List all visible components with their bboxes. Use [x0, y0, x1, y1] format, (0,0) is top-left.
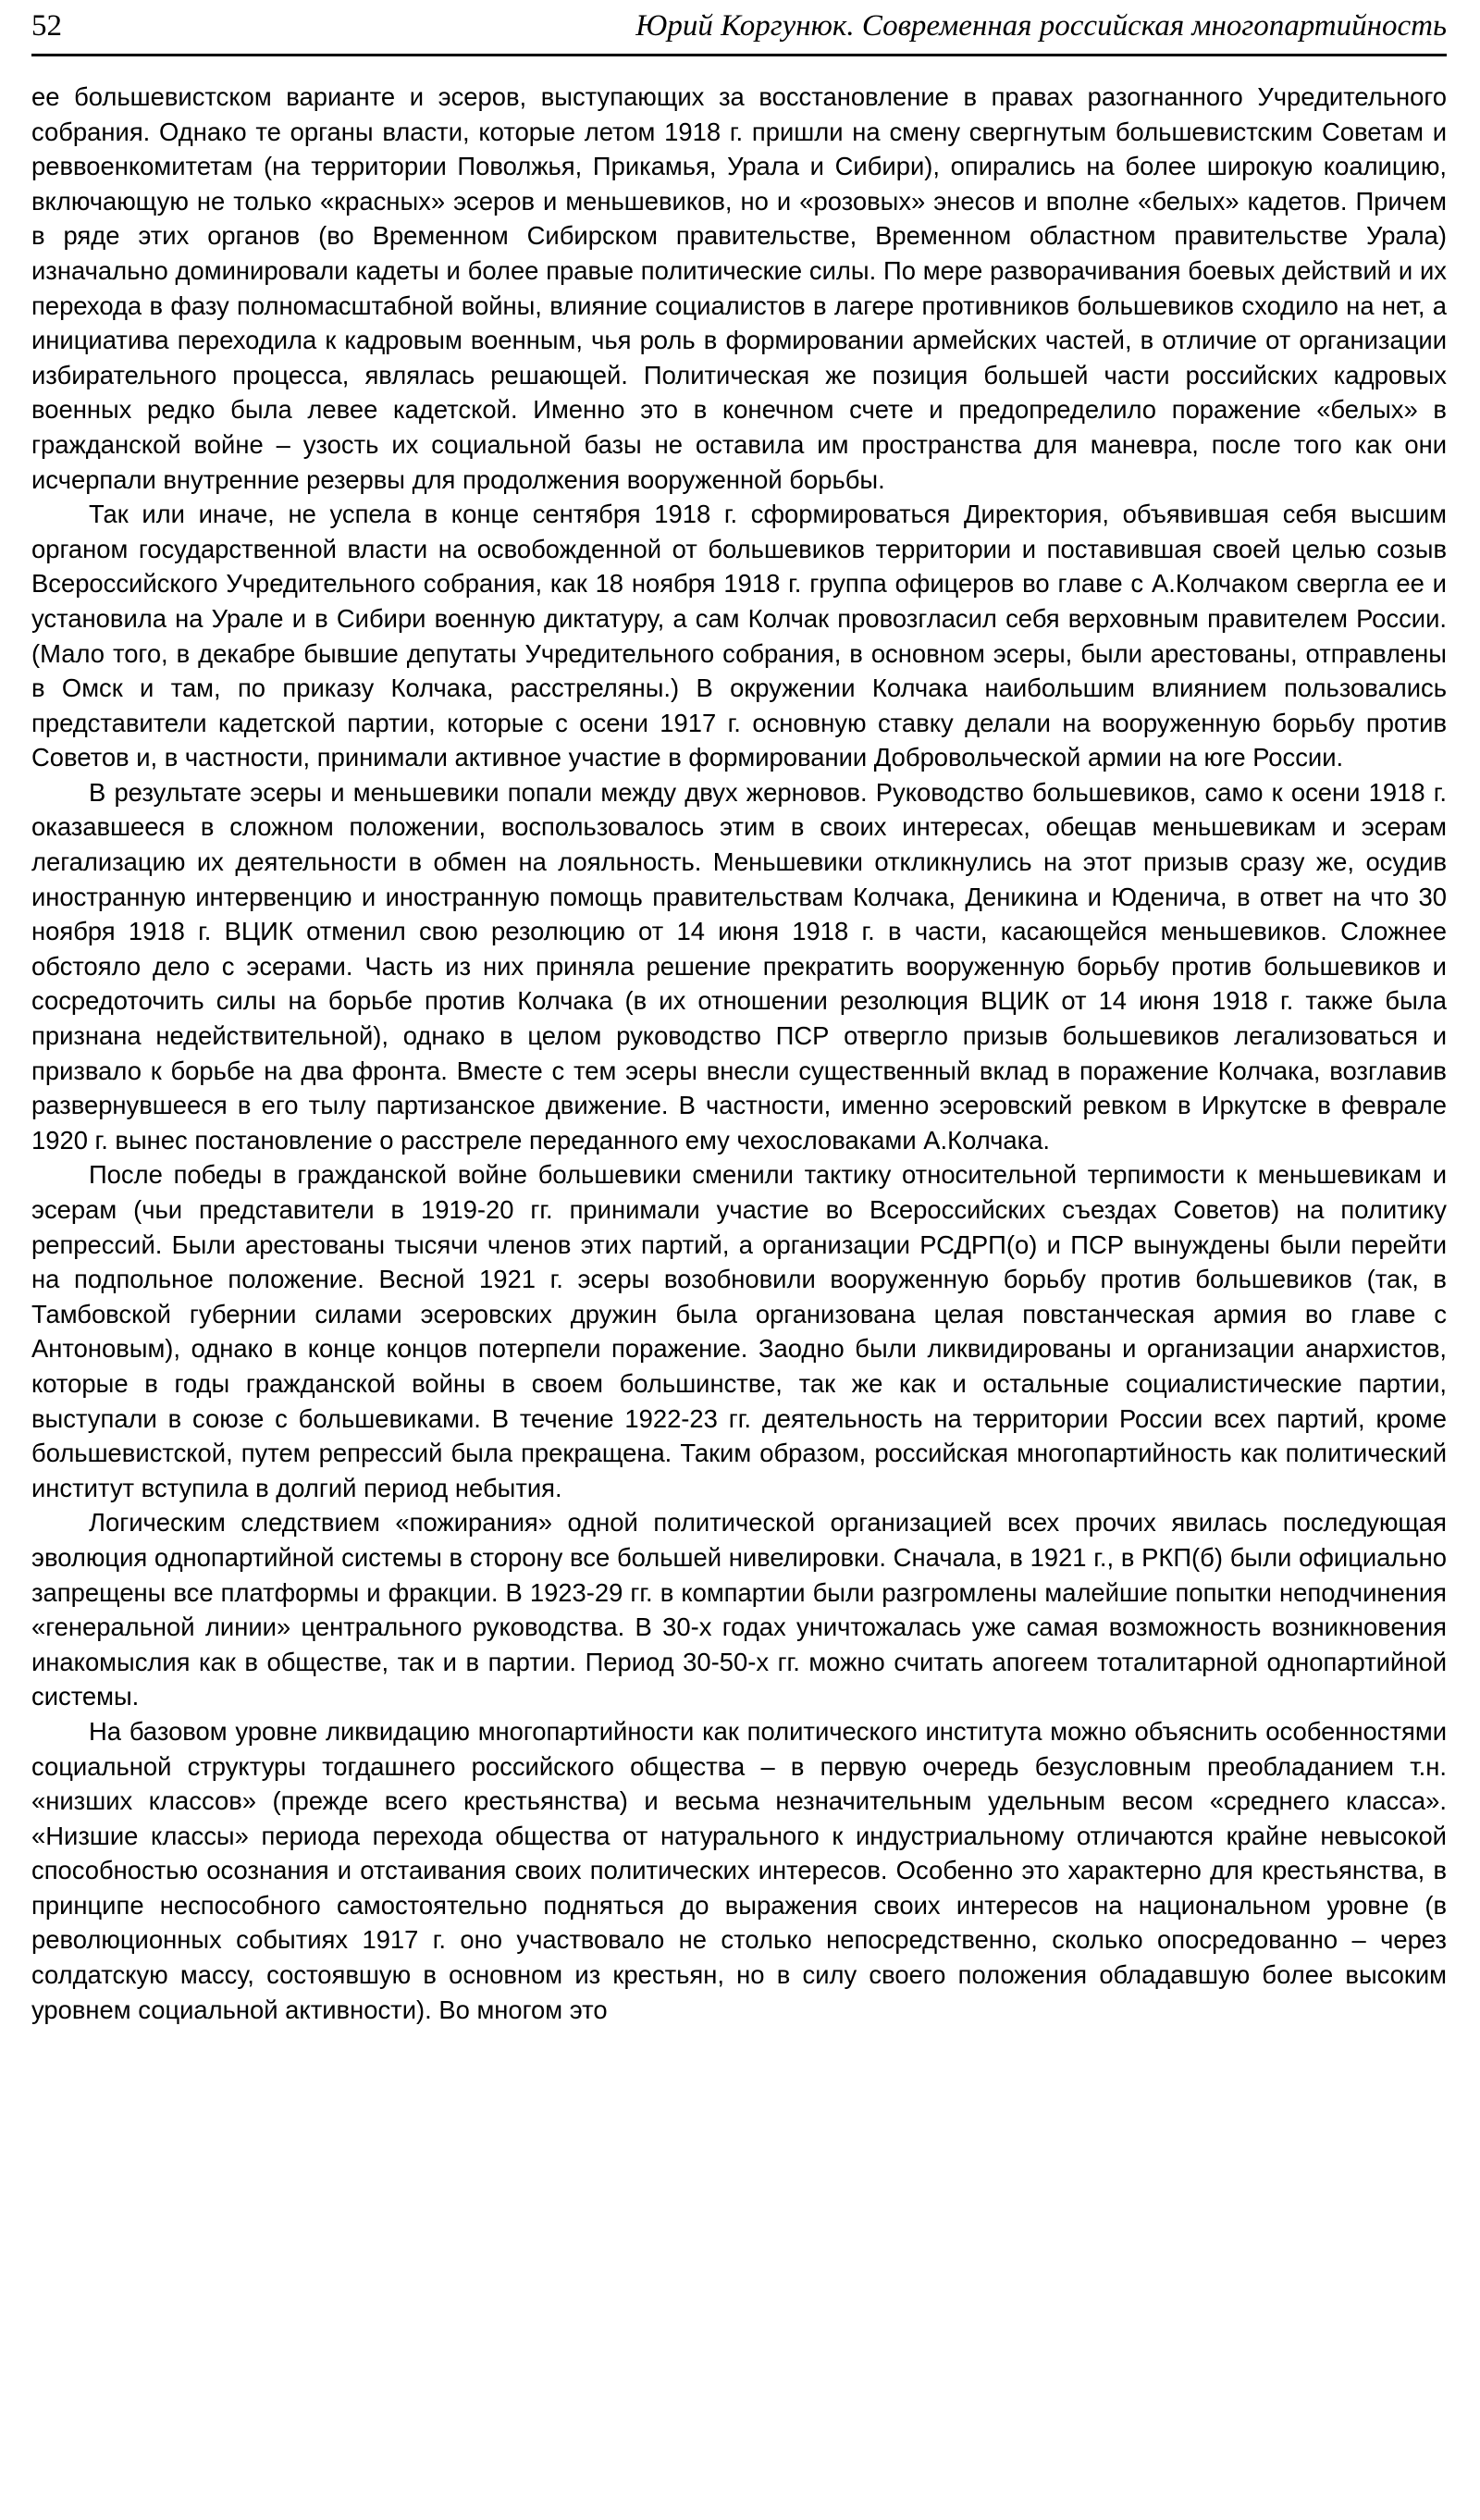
- running-title: Юрий Коргунюк. Современная российская многопартийность: [635, 9, 1447, 43]
- page-header: [31, 6, 1447, 56]
- paragraph: На базовом уровне ликвидацию многопартийности как политического института можно объяснить особенностями социальной структуры тогдашнего российского общества – в первую очередь безусловным преобладанием т.н. «низших классов» (прежде всего крестьянства) и весьма незначительным удельным весом «среднего класса». «Низшие классы» периода перехода общества от натурального к индустриальному отличаются крайне невысокой способностью осознания и отстаивания своих политических интересов. Особенно это характерно для крестьянства, в принципе неспособного самостоятельно подняться до выражения своих интересов на национальном уровне (в революционных событиях 1917 г. оно участвовало не столько непосредственно, сколько опосредованно – через солдатскую массу, состоявшую в основном из крестьян, но в силу своего положения обладавшую более высоким уровнем социальной активности). Во многом это: [31, 1716, 1447, 2024]
- paragraph: После победы в гражданской войне большевики сменили тактику относительной терпимости к меньшевикам и эсерам (чьи представители в 1919-20 гг. принимали участие во Всероссийских съездах Советов) на политику репрессий. Были арестованы тысячи членов этих партий, а организации РСДРП(о) и ПСР вынуждены были перейти на подпольное положение. Весной 1921 г. эсеры возобновили вооруженную борьбу против большевиков (так, в Тамбовской губернии силами эсеровских дружин была организована целая повстанческая армия во главе с Антоновым), однако в конце концов потерпели поражение. Заодно были ликвидированы и организации анархистов, которые в годы гражданской войны в своем большинстве, так же как и остальные социалистические партии, выступали в союзе с большевиками. В течение 1922-23 гг. деятельность на территории России всех партий, кроме большевистской, путем репрессий была прекращена. Таким образом, российская многопартийность как политический институт вступила в долгий период небытия.: [31, 1160, 1447, 1502]
- page-number: 52: [31, 9, 62, 43]
- paragraph: В результате эсеры и меньшевики попали между двух жерновов. Руководство большевиков, само к осени 1918 г. оказавшееся в сложном положении, воспользовалось этим в своих интересах, обещав меньшевикам и эсерам легализацию их деятельности в обмен на лояльность. Меньшевики откликнулись на этот призыв сразу же, осудив иностранную интервенцию и иностранную помощь правительствам Колчака, Деникина и Юденича, в ответ на что 30 ноября 1918 г. ВЦИК отменил свою резолюцию от 14 июня 1918 г. в части, касающейся меньшевиков. Сложнее обстояло дело с эсерами. Часть из них приняла решение прекратить вооруженную борьбу против большевиков и сосредоточить силы на борьбе против Колчака (в их отношении резолюция ВЦИК от 14 июня 1918 г. также была признана недействительной), однако в целом руководство ПСР отвергло призыв большевиков легализоваться и призвало к борьбе на два фронта. Вместе с тем эсеры внесли существенный вклад в поражение Колчака, возглавив развернувшееся в его тылу партизанское движение. В частности, именно эсеровский ревком в Иркутске в феврале 1920 г. вынес постановление о расстреле переданного ему чехословаками А.Колчака.: [31, 777, 1447, 1155]
- paragraph: Так или иначе, не успела в конце сентября 1918 г. сформироваться Директория, объявившая себя высшим органом государственной власти на освобожденной от большевиков территории и поставившая своей целью созыв Всероссийского Учредительного собрания, как 18 ноября 1918 г. группа офицеров во главе с А.Колчаком свергла ее и установила на Урале и в Сибири военную диктатуру, а сам Колчак провозгласил себя верховным правителем России. (Мало того, в декабре бывшие депутаты Учредительного собрания, в основном эсеры, были арестованы, отправлены в Омск и там, по приказу Колчака, расстреляны.) В окружении Колчака наибольшим влиянием пользовались представители кадетской партии, которые с осени 1917 г. основную ставку делали на вооруженную борьбу против Советов и, в частности, принимали активное участие в формировании Добровольческой армии на юге России.: [31, 500, 1447, 772]
- body-text: [31, 80, 1447, 2027]
- paragraph: ее большевистском варианте и эсеров, выступающих за восстановление в правах разогнанного Учредительного собрания. Однако те органы власти, которые летом 1918 г. пришли на смену свергнутым большевистским Советам и реввоенкомитетам (на территории Поволжья, Прикамья, Урала и Сибири), опирались на более широкую коалицию, включающую не только «красных» эсеров и меньшевиков, но и «розовых» энесов и вполне «белых» кадетов. Причем в ряде этих органов (во Временном Сибирском правительстве, Временном областном правительстве Урала) изначально доминировали кадеты и более правые политические силы. По мере разворачивания боевых действий и их перехода в фазу полномасштабной войны, влияние социалистов в лагере противников большевиков сходило на нет, а инициатива переходила к кадровым военным, чья роль в формировании армейских частей, в отличие от организации избирательного процесса, являлась решающей. Политическая же позиция большей части российских кадровых военных редко была левее кадетской. Именно это в конечном счете и предопределило поражение «белых» в гражданской войне – узость их социальной базы не оставила им пространства для маневра, после того как они исчерпали внутренние резервы для продолжения вооруженной борьбы.: [31, 82, 1447, 494]
- paragraph: Логическим следствием «пожирания» одной политической организацией всех прочих явилась последующая эволюция однопартийной системы в сторону все большей нивелировки. Сначала, в 1921 г., в РКП(б) были официально запрещены все платформы и фракции. В 1923-29 гг. в компартии были разгромлены малейшие попытки неподчинения «генеральной линии» центрального руководства. В 30-х годах уничтожалась уже самая возможность возникновения инакомыслия как в обществе, так и в партии. Период 30-50-х гг. можно считать апогеем тоталитарной однопартийной системы.: [31, 1508, 1447, 1711]
